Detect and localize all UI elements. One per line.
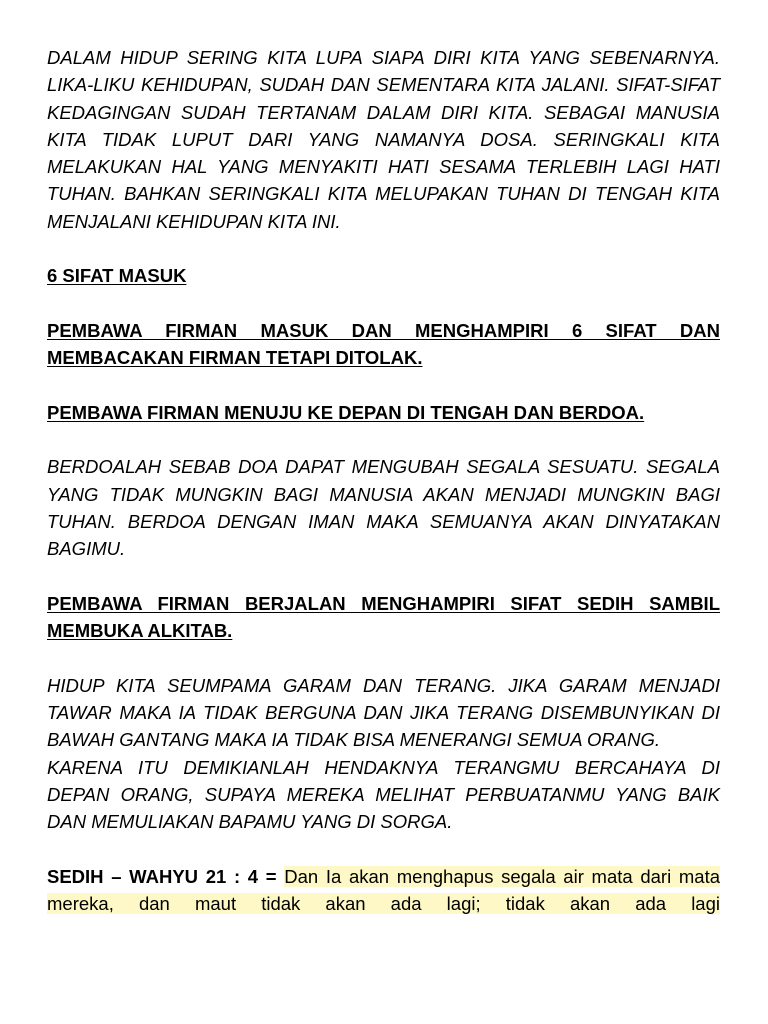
spacer xyxy=(47,563,720,590)
verse-paragraph xyxy=(47,863,720,918)
spacer xyxy=(47,836,720,863)
intro-paragraph: DALAM HIDUP SERING KITA LUPA SIAPA DIRI KITA YANG SEBENARNYA. LIKA-LIKU KEHIDUPAN, SUDAH DAN SEMENTARA KITA JALANI. SIFAT-SIFAT KEDAGINGAN SUDAH TERTANAM DALAM DIRI KITA. SEBAGAI MANUSIA KITA TIDAK LUPUT DARI YANG NAMANYA DOSA. SERINGKALI KITA MELAKUKAN HAL YANG MENYAKITI HATI SESAMA TERLEBIH LAGI HATI TUHAN. BAHKAN SERINGKALI KITA MELUPAKAN TUHAN DI TENGAH KITA MENJALANI KEHIDUPAN KITA INI. xyxy=(47,47,720,232)
spacer xyxy=(47,426,720,453)
spacer xyxy=(47,372,720,399)
heading-six-sifat: 6 SIFAT MASUK xyxy=(47,265,187,287)
garam-paragraph: HIDUP KITA SEUMPAMA GARAM DAN TERANG. JIKA GARAM MENJADI TAWAR MAKA IA TIDAK BERGUNA DAN JIKA TERANG DISEMBUNYIKAN DI BAWAH GANTANG MAKA IA TIDAK BISA MENERANGI SEMUA ORANG. xyxy=(47,674,720,751)
spacer xyxy=(47,645,720,672)
verse-label: SEDIH – WAHYU 21 : 4 = xyxy=(47,865,285,887)
spacer xyxy=(47,235,720,262)
heading-pembawa-sedih: PEMBAWA FIRMAN BERJALAN MENGHAMPIRI SIFAT SEDIH SAMBIL MEMBUKA ALKITAB. xyxy=(47,592,720,642)
verse-text: Dan Ia akan menghapus segala air mata dari mata mereka, dan maut tidak akan ada lagi; tidak akan ada lagi xyxy=(47,865,720,915)
spacer xyxy=(47,290,720,317)
berdoa-paragraph: BERDOALAH SEBAB DOA DAPAT MENGUBAH SEGALA SESUATU. SEGALA YANG TIDAK MUNGKIN BAGI MANUSIA AKAN MENJADI MUNGKIN BAGI TUHAN. BERDOA DENGAN IMAN MAKA SEMUANYA AKAN DINYATAKAN BAGIMU. xyxy=(47,456,720,560)
document-page xyxy=(47,44,720,918)
heading-pembawa-masuk: PEMBAWA FIRMAN MASUK DAN MENGHAMPIRI 6 SIFAT DAN MEMBACAKAN FIRMAN TETAPI DITOLAK. xyxy=(47,319,720,369)
karena-paragraph: KARENA ITU DEMIKIANLAH HENDAKNYA TERANGMU BERCAHAYA DI DEPAN ORANG, SUPAYA MEREKA MELIHAT PERBUATANMU YANG BAIK DAN MEMULIAKAN BAPAMU YANG DI SORGA. xyxy=(47,756,720,833)
heading-pembawa-depan: PEMBAWA FIRMAN MENUJU KE DEPAN DI TENGAH DAN BERDOA. xyxy=(47,401,645,423)
